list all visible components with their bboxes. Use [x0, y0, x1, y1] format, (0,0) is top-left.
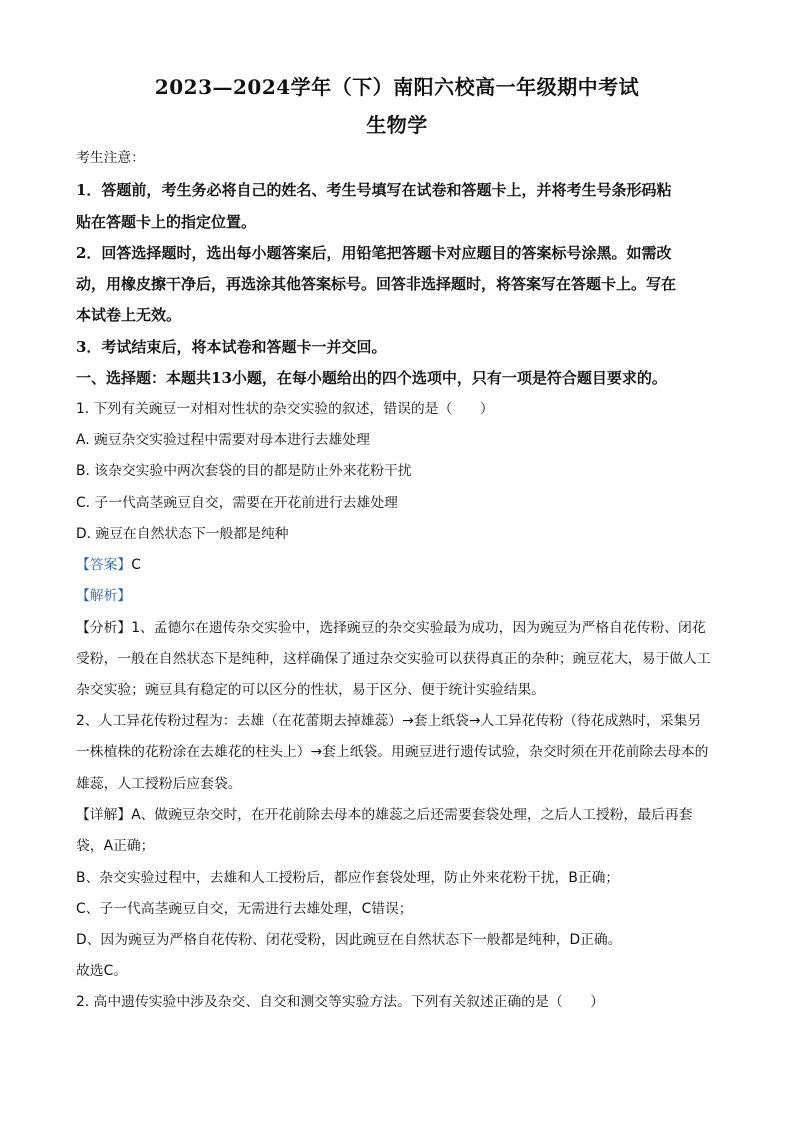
- q1-xiangjie-line-3: B、杂交实验过程中，去雄和人工授粉后，都应作套袋处理，防止外来花粉干扰，B正确；: [76, 870, 620, 886]
- xiangjie-text-1: A、做豌豆杂交时，在开花前除去母本的雄蕊之后还需要套袋处理，之后人工授粉，最后再套: [131, 807, 693, 823]
- notice-heading: 考生注意：: [76, 150, 145, 166]
- q1-xiangjie-line-2: 袋，A正确；: [76, 838, 155, 854]
- q1-option-c: C. 子一代高茎豌豆自交，需要在开花前进行去雄处理: [76, 495, 398, 511]
- q1-xiangjie-line-4: C、子一代高茎豌豆自交，无需进行去雄处理，C错误；: [76, 901, 413, 917]
- q1-stem: 1. 下列有关豌豆一对相对性状的杂交实验的叙述，错误的是（ ）: [76, 401, 494, 417]
- q1-fenxi-line-2: 受粉，一般在自然状态下是纯种，这样确保了通过杂交实验可以获得真正的杂种；豌豆花大，易于做人工: [76, 651, 711, 667]
- q1-option-d: D. 豌豆在自然状态下一般都是纯种: [76, 526, 289, 542]
- exam-title: 2023—2024学年（下）南阳六校高一年级期中考试: [154, 75, 640, 99]
- xiangjie-tag: 【详解】: [76, 807, 132, 823]
- q1-xiangjie-line-5: D、因为豌豆为严格自花传粉、闭花受粉，因此豌豆在自然状态下一般都是纯种，D正确。: [76, 932, 622, 948]
- q1-fenxi-line-5: 一株植株的花粉涂在去雄花的柱头上）→套上纸袋。用豌豆进行遗传试验，杂交时须在开花前除去母本的: [76, 744, 709, 760]
- notice-item-2-line-2: 动，用橡皮擦干净后，再选涂其他答案标号。回答非选择题时，将答案写在答题卡上。写在: [76, 275, 677, 293]
- q1-fenxi-line-6: 雄蕊，人工授粉后应套袋。: [76, 776, 242, 792]
- q1-fenxi-line-1: [76, 618, 726, 638]
- q1-fenxi-line-3: 杂交实验；豌豆具有稳定的可以区分的性状，易于区分、便于统计实验结果。: [76, 682, 546, 698]
- q1-conclusion: 故选C。: [76, 963, 128, 979]
- q1-option-b: B. 该杂交实验中两次套袋的目的都是防止外来花粉干扰: [76, 463, 412, 479]
- subject-title: 生物学: [366, 113, 428, 137]
- analysis-tag: 【解析】: [76, 588, 132, 604]
- q1-option-a: A. 豌豆杂交实验过程中需要对母本进行去雄处理: [76, 432, 370, 448]
- fenxi-text-1: 1、孟德尔在遗传杂交实验中，选择豌豆的杂交实验最为成功，因为豌豆为严格自花传粉、闭花: [131, 620, 706, 636]
- section-1-heading: 一、选择题：本题共13小题，在每小题给出的四个选项中，只有一项是符合题目要求的。: [76, 369, 667, 387]
- answer-value: C: [131, 557, 141, 573]
- q1-answer: [76, 555, 726, 575]
- fenxi-tag: 【分析】: [76, 620, 132, 636]
- q1-xiangjie-line-1: [76, 805, 726, 825]
- q2-stem: 2. 高中遗传实验中涉及杂交、自交和测交等实验方法。下列有关叙述正确的是（ ）: [76, 994, 605, 1010]
- notice-item-1-line-2: 贴在答题卡上的指定位置。: [76, 213, 257, 231]
- q1-analysis-heading: [76, 586, 726, 606]
- notice-item-2-line-1: 2．回答选择题时，选出每小题答案后，用铅笔把答题卡对应题目的答案标号涂黑。如需改: [76, 244, 672, 262]
- notice-item-1-line-1: 1．答题前，考生务必将自己的姓名、考生号填写在试卷和答题卡上，并将考生号条形码粘: [76, 181, 672, 199]
- answer-tag: 【答案】: [76, 557, 132, 573]
- notice-item-3: 3．考试结束后，将本试卷和答题卡一并交回。: [76, 338, 387, 356]
- notice-item-2-line-3: 本试卷上无效。: [76, 306, 182, 324]
- q1-fenxi-line-4: 2、人工异花传粉过程为：去雄（在花蕾期去掉雄蕊）→套上纸袋→人工异花传粉（待花成熟时，采集另: [76, 713, 702, 729]
